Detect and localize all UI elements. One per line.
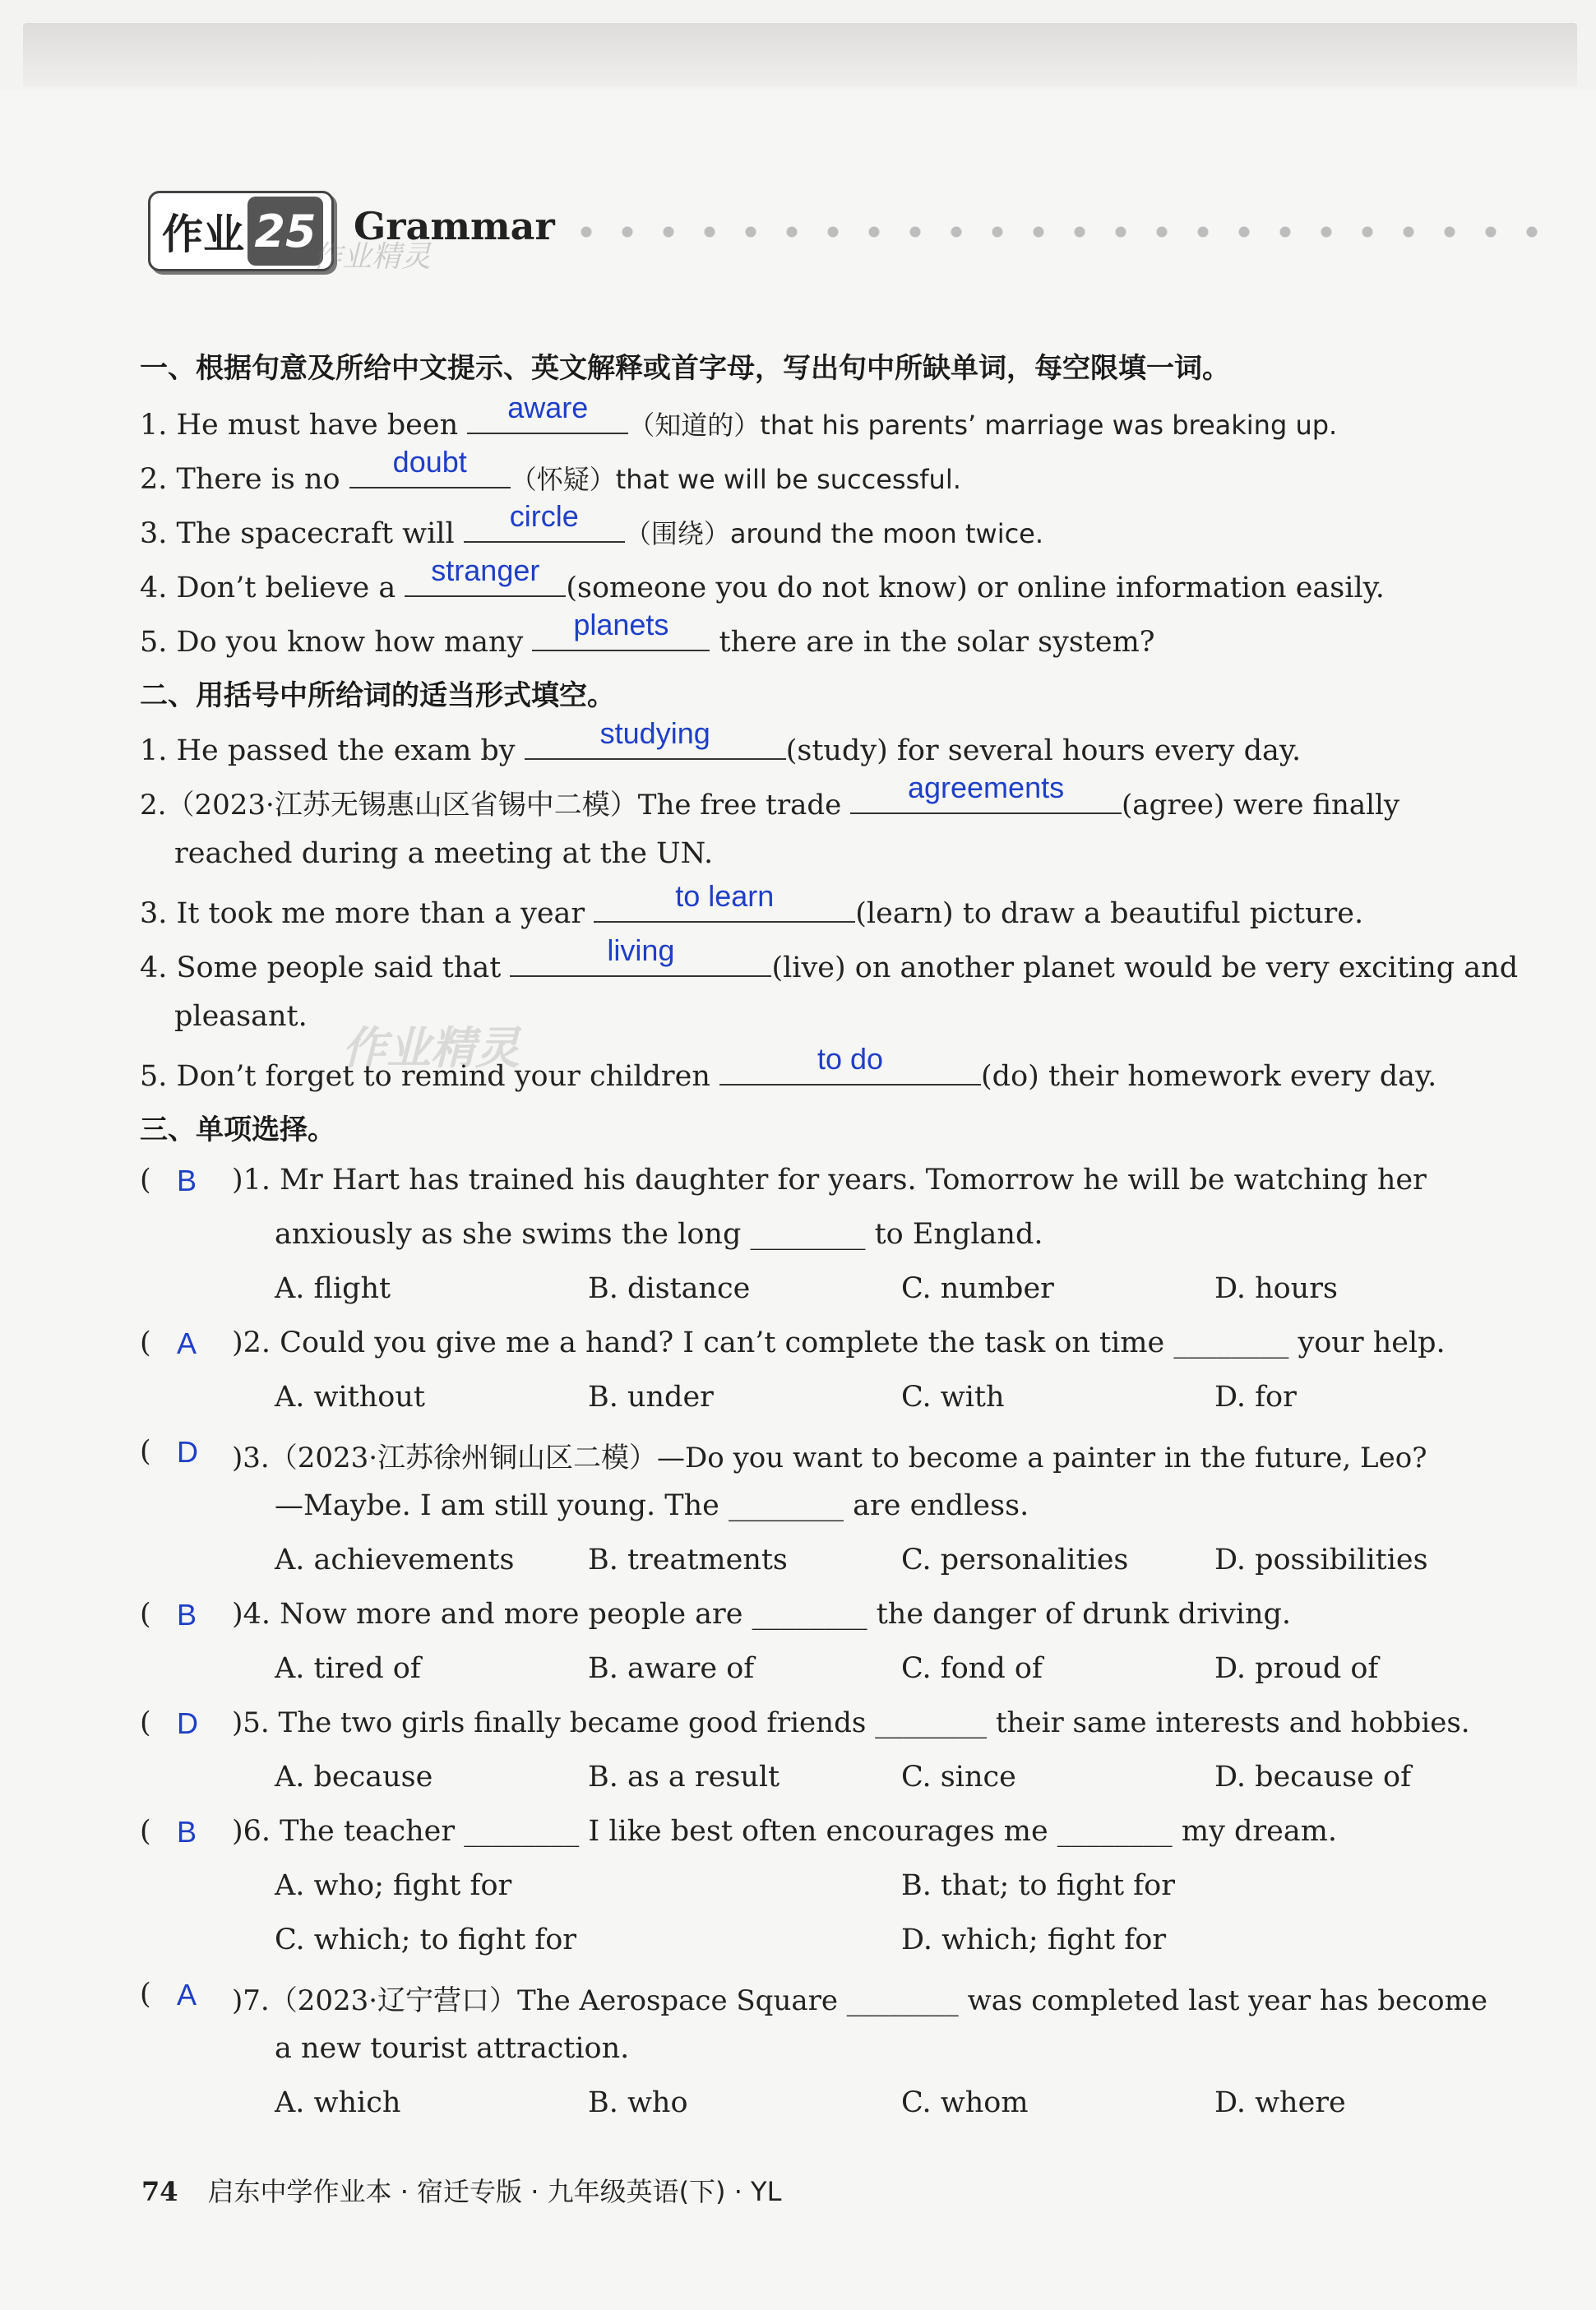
answer-blank[interactable]: [349, 445, 511, 488]
choice-answer: B: [177, 1815, 197, 1849]
item-text: (someone you do not know) or online information easily.: [566, 572, 1385, 604]
assignment-header: [148, 191, 1579, 273]
option-b[interactable]: B. aware of: [588, 1652, 755, 1685]
p1-item-4: [140, 553, 1385, 606]
choice-answer: A: [177, 1978, 197, 2011]
badge-label: 作业: [162, 211, 244, 258]
item-text: there are in the solar system?: [710, 626, 1155, 659]
item-text: 3. It took me more than a year: [140, 897, 594, 930]
badge-number: 25: [247, 197, 323, 266]
handwritten-answer: living: [607, 933, 675, 967]
p2-item-4-cont: pleasant.: [174, 1000, 308, 1033]
answer-blank[interactable]: [850, 771, 1122, 814]
question-5: )5. The two girls finally became good friends ________ their same interests and hobbies.: [232, 1706, 1470, 1739]
option-a[interactable]: A. without: [275, 1381, 425, 1414]
p2-item-4: [140, 933, 1519, 986]
answer-blank[interactable]: [405, 553, 566, 597]
item-text: (learn) to draw a beautiful picture.: [855, 897, 1364, 930]
option-d[interactable]: D. possibilities: [1214, 1544, 1428, 1576]
item-text: （围绕）around the moon twice.: [624, 518, 1044, 549]
p2-item-2-cont: reached during a meeting at the UN.: [174, 837, 714, 870]
question-3-cont: —Maybe. I am still young. The ________ are endless.: [275, 1489, 1029, 1522]
p1-item-2: [140, 445, 961, 498]
option-a[interactable]: A. which: [275, 2086, 401, 2119]
book-title: 启东中学作业本 · 宿迁专版 · 九年级英语(下) · YL: [207, 2176, 782, 2207]
item-text: (live) on another planet would be very exciting and: [771, 951, 1519, 984]
option-d[interactable]: D. for: [1214, 1381, 1297, 1414]
option-c[interactable]: C. which; to fight for: [275, 1923, 577, 1956]
p1-item-1: [140, 391, 1338, 443]
answer-blank[interactable]: [532, 608, 710, 651]
question-6: )6. The teacher ________ I like best often encourages me ________ my dream.: [232, 1815, 1338, 1848]
option-a[interactable]: A. tired of: [275, 1652, 421, 1685]
p2-item-3: [140, 879, 1364, 932]
option-a[interactable]: A. because: [275, 1761, 433, 1794]
question-7-cont: a new tourist attraction.: [275, 2032, 630, 2065]
option-b[interactable]: B. under: [588, 1381, 714, 1414]
answer-paren: (: [140, 1598, 151, 1631]
item-text: 2. There is no: [140, 463, 349, 496]
answer-paren: (: [140, 1706, 151, 1739]
question-1: )1. Mr Hart has trained his daughter for years. Tomorrow he will be watching her: [232, 1164, 1427, 1197]
answer-paren: (: [140, 1164, 151, 1197]
item-text: （怀疑）that we will be successful.: [510, 464, 961, 495]
question-4: )4. Now more and more people are ________ the danger of drunk driving.: [232, 1598, 1292, 1631]
option-c[interactable]: C. fond of: [901, 1652, 1043, 1685]
answer-blank[interactable]: [510, 933, 771, 977]
handwritten-answer: to do: [817, 1042, 884, 1076]
page-title: Grammar: [354, 204, 555, 248]
option-b[interactable]: B. distance: [588, 1272, 751, 1305]
option-d[interactable]: D. where: [1214, 2086, 1346, 2119]
assignment-badge: [148, 191, 334, 271]
option-b[interactable]: B. that; to fight for: [901, 1869, 1175, 1902]
item-text: (agree) were finally: [1122, 789, 1400, 822]
question-2: )2. Could you give me a hand? I can’t complete the task on time ________ your help.: [232, 1326, 1446, 1359]
item-text: 1. He must have been: [140, 409, 468, 442]
choice-answer: B: [177, 1164, 197, 1197]
choice-answer: A: [177, 1326, 197, 1360]
handwritten-answer: planets: [573, 608, 669, 641]
option-b[interactable]: B. who: [588, 2086, 688, 2119]
answer-blank[interactable]: [467, 391, 628, 434]
item-text: (do) their homework every day.: [981, 1060, 1437, 1093]
option-c[interactable]: C. whom: [901, 2086, 1029, 2119]
answer-blank[interactable]: [464, 499, 625, 543]
handwritten-answer: stranger: [431, 553, 540, 587]
option-b[interactable]: B. treatments: [588, 1544, 788, 1576]
choice-answer: B: [177, 1598, 197, 1632]
option-c[interactable]: C. with: [901, 1381, 1005, 1414]
item-text: 4. Some people said that: [140, 951, 511, 984]
choice-answer: D: [177, 1435, 198, 1469]
option-a[interactable]: A. achievements: [275, 1544, 515, 1576]
option-a[interactable]: A. who; fight for: [275, 1869, 512, 1902]
item-text: 5. Don’t forget to remind your children: [140, 1060, 720, 1093]
watermark: 作业精灵: [312, 240, 432, 274]
p2-item-1: [140, 716, 1302, 769]
answer-blank[interactable]: [594, 879, 855, 923]
option-d[interactable]: D. which; fight for: [901, 1923, 1167, 1956]
answer-paren: (: [140, 1435, 151, 1468]
option-c[interactable]: C. personalities: [901, 1544, 1129, 1576]
item-text: 3. The spacecraft will: [140, 517, 464, 550]
page-number: 74: [141, 2176, 178, 2207]
option-d[interactable]: D. hours: [1214, 1272, 1338, 1305]
handwritten-answer: agreements: [907, 771, 1065, 804]
question-3: )3.（2023·江苏徐州铜山区二模）—Do you want to become a painter in the future, Leo?: [232, 1442, 1427, 1474]
option-c[interactable]: C. number: [901, 1272, 1054, 1305]
option-b[interactable]: B. as a result: [588, 1761, 780, 1794]
item-text: 4. Don’t believe a: [140, 572, 405, 604]
section-3-heading: 三、单项选择。: [140, 1113, 335, 1146]
answer-paren: (: [140, 1815, 151, 1848]
question-7: )7.（2023·辽宁营口）The Aerospace Square ________ was completed last year has become: [232, 1984, 1488, 2017]
page-footer: [141, 2171, 781, 2209]
handwritten-answer: circle: [509, 499, 579, 533]
handwritten-answer: to learn: [675, 879, 775, 913]
handwritten-answer: aware: [507, 391, 589, 424]
option-c[interactable]: C. since: [901, 1761, 1016, 1794]
handwritten-answer: studying: [599, 716, 710, 750]
answer-paren: (: [140, 1326, 151, 1359]
p1-item-5: [140, 608, 1155, 660]
answer-blank[interactable]: [719, 1042, 981, 1086]
dotted-divider: [566, 224, 1561, 240]
section-2-heading: 二、用括号中所给词的适当形式填空。: [140, 679, 615, 712]
answer-blank[interactable]: [525, 716, 786, 760]
scan-top-edge: [23, 23, 1577, 87]
answer-paren: (: [140, 1978, 151, 2011]
watermark: 作业精灵: [342, 1022, 520, 1074]
item-text: 1. He passed the exam by: [140, 734, 525, 767]
item-text: （知道的）that his parents’ marriage was breaking up.: [628, 410, 1338, 441]
section-1-heading: 一、根据句意及所给中文提示、英文解释或首字母，写出句中所缺单词，每空限填一词。: [140, 352, 1230, 385]
item-text: 5. Do you know how many: [140, 626, 533, 659]
item-text: 2.（2023·江苏无锡惠山区省锡中二模）The free trade: [140, 789, 851, 822]
option-d[interactable]: D. proud of: [1214, 1652, 1379, 1685]
option-d[interactable]: D. because of: [1214, 1761, 1412, 1794]
p2-item-2: [140, 771, 1400, 823]
item-text: (study) for several hours every day.: [785, 734, 1302, 767]
choice-answer: D: [177, 1706, 198, 1740]
handwritten-answer: doubt: [392, 445, 467, 479]
p1-item-3: [140, 499, 1044, 552]
question-1-cont: anxiously as she swims the long ________ to England.: [275, 1218, 1043, 1251]
option-a[interactable]: A. flight: [275, 1272, 391, 1305]
